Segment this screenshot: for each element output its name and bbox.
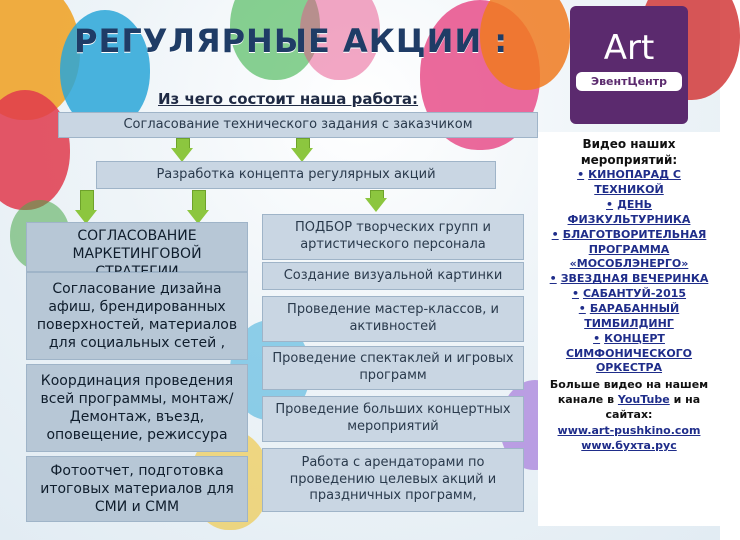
video-link-drum-teambuilding[interactable]: • БАРАБАННЫЙ ТИМБИЛДИНГ: [578, 301, 680, 330]
video-link-label: КОНЦЕРТ СИМФОНИЧЕСКОГО ОРКЕСТРА: [565, 331, 693, 375]
left-box-report: Фотоотчет, подготовка итоговых материалов для СМИ и СММ: [26, 456, 248, 522]
balloon-shape: [0, 90, 70, 210]
video-link-fizkulturnik[interactable]: • ДЕНЬ ФИЗКУЛЬТУРНИКА: [567, 198, 691, 226]
right-box-casting: ПОДБОР творческих групп и артистического персонала: [262, 214, 524, 260]
flow-box-tz: Согласование технического задания с заказчиком: [58, 112, 538, 138]
right-box-masterclass: Проведение мастер-классов, и активностей: [262, 296, 524, 342]
left-box-design: Согласование дизайна афиш, брендированных поверхностей, материалов для социальных сетей ,: [26, 272, 248, 360]
logo-word: Art: [603, 28, 655, 68]
video-link-label: ЗВЕЗДНАЯ ВЕЧЕРИНКА: [560, 272, 709, 286]
sidebar-heading: Видео наших мероприятий:: [580, 137, 678, 168]
footer-text: Больше видео на нашем канале в: [549, 378, 709, 407]
site-link-art-pushkino[interactable]: www.art-pushkino.com: [557, 423, 701, 437]
video-link-label: БЛАГОТВОРИТЕЛЬНАЯ ПРОГРАММА «МОСОБЛЭНЕРГО»: [562, 227, 707, 271]
logo-caption: ЭвентЦентр: [576, 72, 682, 91]
video-link-sabantuy[interactable]: • САБАНТУЙ-2015: [571, 287, 687, 301]
video-link-label: КИНОПАРАД С ТЕХНИКОЙ: [588, 168, 681, 197]
art-event-center-logo: [570, 6, 688, 124]
slide-title: РЕГУЛЯРНЫЕ АКЦИИ :: [74, 22, 509, 60]
video-link-mosoblenergo[interactable]: • БЛАГОТВОРИТЕЛЬНАЯ ПРОГРАММА «МОСОБЛЭНЕРГО»: [551, 227, 707, 271]
video-link-kinoparad[interactable]: • КИНОПАРАД С ТЕХНИКОЙ: [577, 168, 681, 197]
flow-box-concept: Разработка концепта регулярных акций: [96, 161, 496, 189]
youtube-link[interactable]: YouTube: [617, 393, 670, 407]
slide-subtitle: Из чего состоит наша работа:: [158, 90, 419, 108]
sidebar-footer: [544, 378, 714, 423]
video-link-list: [544, 168, 714, 376]
video-link-label: ДЕНЬ ФИЗКУЛЬТУРНИКА: [567, 198, 691, 226]
video-sidebar: [538, 132, 720, 526]
right-box-visual: Создание визуальной картинки: [262, 262, 524, 290]
right-box-tenants: Работа с арендаторами по проведению целевых акций и праздничных программ,: [262, 448, 524, 512]
left-box-coordination: Координация проведения всей программы, монтаж/Демонтаж, въезд, оповещение, режиссура: [26, 364, 248, 452]
video-link-label: БАРАБАННЫЙ ТИМБИЛДИНГ: [584, 301, 680, 330]
right-box-concerts: Проведение больших концертных мероприятий: [262, 396, 524, 442]
video-link-star-party[interactable]: • ЗВЕЗДНАЯ ВЕЧЕРИНКА: [549, 272, 709, 286]
site-link-bukhta[interactable]: www.бухта.рус: [581, 439, 677, 453]
left-box-strategy: СОГЛАСОВАНИЕ МАРКЕТИНГОВОЙ: [26, 222, 248, 272]
video-link-symphony-concert[interactable]: • КОНЦЕРТ СИМФОНИЧЕСКОГО ОРКЕСТРА: [565, 331, 693, 375]
right-box-shows: Проведение спектаклей и игровых программ: [262, 346, 524, 390]
video-link-label: САБАНТУЙ-2015: [582, 287, 687, 301]
footer-text-after: и на сайтах:: [605, 393, 701, 421]
